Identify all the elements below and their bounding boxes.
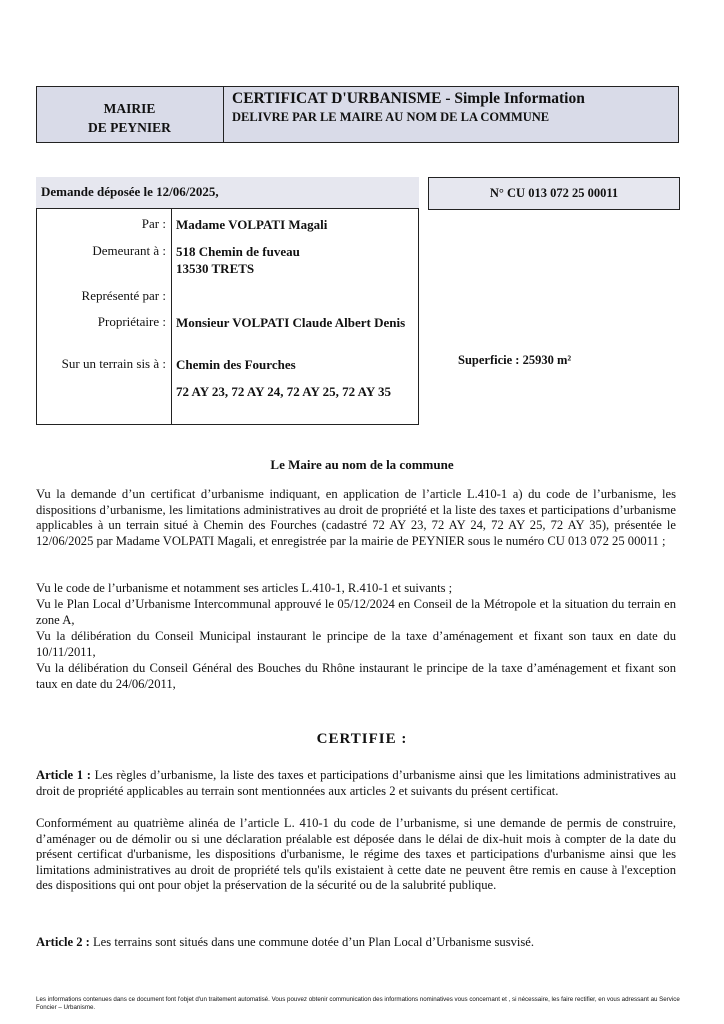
mairie-line1: MAIRIE	[103, 100, 156, 116]
page-title: CERTIFICAT D'URBANISME - Simple Information	[232, 90, 585, 107]
article-1-para2: Conformément au quatrième alinéa de l’article L. 410-1 du code de l’urbanisme, si une demande de permis de construire, d’aménager ou de démolir ou si une déclaration préalable est déposée dans le délai de dix-huit mois à compter de la date du présent certificat d'urbanisme, les dispositions d'urbanisme, le régime des taxes et participations d'urbanisme ainsi que les limitations administratives au droit de propriété tels qu'ils existaient à cette date ne peuvent être remis en cause à l'exception des dispositions qui ont pour objet la préservation de la sécurité ou de la salubrité publique.	[36, 816, 676, 892]
certificate-number: N° CU 013 072 25 00011	[428, 177, 680, 210]
mairie-line2: DE PEYNIER	[88, 119, 171, 135]
demeurant-label: Demeurant à :	[92, 243, 166, 258]
par-label: Par :	[141, 216, 166, 231]
certificate-heading	[232, 89, 585, 126]
mairie-block	[36, 86, 224, 143]
vu-conseil-municipal: Vu la délibération du Conseil Municipal instaurant le principe de la taxe d’aménagement et fixant son taux en date du 10/11/2011,	[36, 629, 676, 659]
certifie-heading: CERTIFIE :	[316, 731, 408, 747]
maire-title: Le Maire au nom de la commune	[270, 457, 454, 472]
article-1-text: Les règles d’urbanisme, la liste des taxes et participations d’urbanisme ainsi que les limitations administratives au droit de propriété applicables au terrain sont mentionnées aux articles 2 et suivants du présent certificat.	[36, 768, 677, 798]
article-1	[36, 768, 676, 799]
page-subtitle: DELIVRE PAR LE MAIRE AU NOM DE LA COMMUNE	[232, 110, 550, 124]
article-2	[36, 935, 676, 951]
represente-label: Représenté par :	[81, 288, 166, 303]
demeurant-line2: 13530 TRETS	[176, 261, 255, 276]
par-value: Madame VOLPATI Magali	[176, 217, 328, 232]
proprietaire-label: Propriétaire :	[97, 314, 166, 329]
article-2-label: Article 2 :	[36, 935, 90, 949]
footer-notice: Les informations contenues dans ce document font l'objet d'un traitement automatisé. Vous pouvez obtenir communication des informations nominatives vous concernant et , si nécessaire, les faire rectifier, en vous adressant au Service Foncier – Urbanisme.	[36, 996, 680, 1011]
article-2-text: Les terrains sont situés dans une commune dotée d’un Plan Local d’Urbanisme susvisé.	[89, 935, 535, 949]
demeurant-line1: 518 Chemin de fuveau	[176, 244, 300, 259]
terrain-value: Chemin des Fourches	[176, 357, 296, 372]
cadastre-value: 72 AY 23, 72 AY 24, 72 AY 25, 72 AY 35	[176, 384, 392, 399]
demande-divider	[171, 209, 172, 425]
demeurant-value	[176, 243, 408, 277]
vu-demande: Vu la demande d’un certificat d’urbanisme indiquant, en application de l’article L.410-1 a) du code de l’urbanisme, les dispositions d’urbanisme, les limitations administratives au droit de propriété et la liste des taxes et participations d’urbanisme applicables à un terrain situé à Chemin des Fourches (cadastré 72 AY 23, 72 AY 24, 72 AY 25, 72 AY 35), présentée le 12/06/2025 par Madame VOLPATI Magali, et enregistrée par la mairie de PEYNIER sous le numéro CU 013 072 25 00011 ;	[36, 487, 676, 548]
article-1-label: Article 1 :	[36, 768, 91, 782]
vu-conseil-general: Vu la délibération du Conseil Général des Bouches du Rhône instaurant le principe de la taxe d’aménagement et fixant son taux en date du 24/06/2011,	[36, 661, 676, 691]
vu-code: Vu le code de l’urbanisme et notamment ses articles L.410-1, R.410-1 et suivants ;	[36, 581, 453, 595]
terrain-label: Sur un terrain sis à :	[61, 356, 166, 371]
demande-heading: Demande déposée le 12/06/2025,	[36, 177, 419, 209]
superficie: Superficie : 25930 m²	[458, 353, 572, 367]
proprietaire-value: Monsieur VOLPATI Claude Albert Denis	[176, 315, 406, 330]
vu-plu: Vu le Plan Local d’Urbanisme Intercommunal approuvé le 05/12/2024 en Conseil de la Métropole et la situation du terrain en zone A,	[36, 597, 676, 627]
